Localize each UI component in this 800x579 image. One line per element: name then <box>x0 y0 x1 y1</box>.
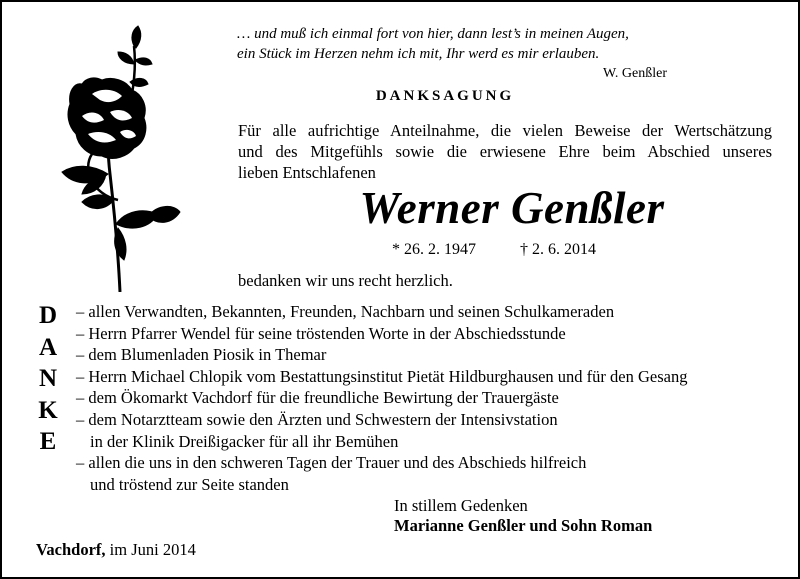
list-item: – dem Notarztteam sowie den Ärzten und Schwestern der Intensivstation <box>76 409 558 429</box>
intro-line-1: Für alle aufrichtige Anteilnahme, die vielen Beweise der Wertschätzung <box>238 121 772 140</box>
danke-letter: E <box>39 428 57 456</box>
rose-icon <box>52 24 182 292</box>
intro-paragraph <box>238 120 772 183</box>
signature: Marianne Genßler und Sohn Roman <box>394 516 653 535</box>
life-dates <box>392 241 596 259</box>
deceased-name: Werner Genßler <box>359 183 665 233</box>
thanks-sentence: bedanken wir uns recht herzlich. <box>238 271 453 290</box>
place-town: Vachdorf, <box>36 540 106 559</box>
list-item-continuation: in der Klinik Dreißigacker für all ihr Bemühen <box>90 431 399 451</box>
list-item-continuation: und tröstend zur Seite standen <box>90 474 289 494</box>
list-item: – dem Ökomarkt Vachdorf für die freundliche Bewirtung der Trauergäste <box>76 388 559 408</box>
danke-letter: D <box>38 302 58 329</box>
place-date <box>36 540 196 560</box>
poem-quote <box>237 24 677 84</box>
danke-vertical-word <box>34 300 62 458</box>
memoriam-line: In stillem Gedenken <box>394 496 528 515</box>
poem-line-2: ein Stück im Herzen nehm ich mit, Ihr werd es mir erlauben. <box>237 46 600 62</box>
birth-date: * 26. 2. 1947 <box>392 241 476 258</box>
intro-line-3: lieben Entschlafenen <box>238 163 376 182</box>
list-item: – Herrn Michael Chlopik vom Bestattungsinstitut Pietät Hildburghausen und für den Gesang <box>76 366 688 386</box>
intro-line-2: und des Mitgefühls sowie die erwiesene Ehre beim Abschied unseres <box>238 142 772 161</box>
danke-letter: A <box>38 333 58 361</box>
poem-author: W. Genßler <box>602 66 667 81</box>
danke-letter: N <box>38 365 58 393</box>
list-item: – Herrn Pfarrer Wendel für seine tröstenden Worte in der Abschiedsstunde <box>76 323 566 343</box>
page-title: DANKSAGUNG <box>375 88 515 104</box>
poem-line-1: … und muß ich einmal fort von hier, dann lest’s in meinen Augen, <box>237 26 629 42</box>
list-item: – allen die uns in den schweren Tagen der Trauer und des Abschieds hilfreich <box>76 453 587 473</box>
place-date-text: im Juni 2014 <box>109 540 196 559</box>
list-item: – dem Blumenladen Piosik in Themar <box>76 345 327 365</box>
thanks-list <box>76 301 776 495</box>
danke-letter: K <box>38 396 58 424</box>
memoriam-block <box>394 496 652 536</box>
death-date: † 2. 6. 2014 <box>520 241 596 258</box>
list-item: – allen Verwandten, Bekannten, Freunden, Nachbarn und seinen Schulkameraden <box>76 302 615 321</box>
